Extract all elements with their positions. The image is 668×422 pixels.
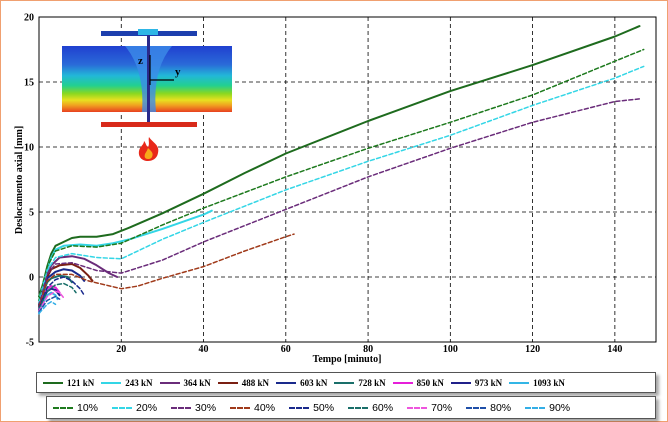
legend-label: 90% <box>549 401 571 414</box>
inset-bottom-flange <box>101 122 197 127</box>
legend-label: 850 kN <box>416 377 444 388</box>
legend-item <box>289 402 334 414</box>
legend-item <box>276 378 327 388</box>
legend-percentages <box>46 396 656 419</box>
legend-item <box>101 378 152 388</box>
legend-item <box>230 402 275 414</box>
legend-label: 243 kN <box>125 377 153 388</box>
legend-label: 40% <box>254 401 276 414</box>
x-tick-label: 100 <box>442 344 458 355</box>
legend-item <box>112 402 157 414</box>
legend-item <box>525 402 570 414</box>
legend-loads <box>36 372 656 393</box>
y-tick-label: -5 <box>25 337 34 349</box>
legend-swatch <box>230 407 250 409</box>
legend-swatch <box>276 382 296 384</box>
legend-swatch <box>509 382 529 384</box>
legend-item <box>43 378 94 388</box>
legend-label: 70% <box>431 401 453 414</box>
y-tick-label: 20 <box>24 12 34 24</box>
legend-label: 603 kN <box>300 377 328 388</box>
x-tick-label: 60 <box>280 344 291 355</box>
x-tick-label: 40 <box>198 344 209 355</box>
legend-swatch <box>112 407 132 409</box>
legend-item <box>218 378 269 388</box>
legend-label: 50% <box>313 401 335 414</box>
y-tick-label: 0 <box>29 272 34 284</box>
legend-swatch <box>525 407 545 409</box>
x-tick-label: 80 <box>363 344 374 355</box>
legend-label: 60% <box>372 401 394 414</box>
inset-y-label: y <box>175 66 181 78</box>
legend-label: 364 kN <box>183 377 211 388</box>
legend-swatch <box>451 382 471 384</box>
legend-label: 30% <box>195 401 217 414</box>
legend-item <box>407 402 452 414</box>
legend-item <box>393 378 444 388</box>
fire-icon <box>139 137 159 161</box>
inset-top-flange-center <box>138 29 158 35</box>
legend-item <box>160 378 211 388</box>
legend-swatch <box>348 407 368 409</box>
legend-swatch <box>334 382 354 384</box>
legend-label: 20% <box>136 401 158 414</box>
legend-label: 121 kN <box>67 377 95 388</box>
legend-item <box>509 378 565 388</box>
legend-label: 728 kN <box>358 377 386 388</box>
legend-item <box>53 402 98 414</box>
legend-swatch <box>171 407 191 409</box>
legend-swatch <box>101 382 121 384</box>
legend-label: 488 kN <box>241 377 270 388</box>
series-line-12 <box>39 99 640 306</box>
inset-z-label: z <box>138 55 143 67</box>
legend-swatch <box>393 382 413 384</box>
legend-label: 80% <box>490 401 512 414</box>
legend-label: 973 kN <box>474 377 503 388</box>
y-axis-label: Deslocamento axial [mm] <box>14 125 25 235</box>
inset-cross-section <box>62 29 232 161</box>
legend-swatch <box>43 382 63 384</box>
legend-item <box>334 378 385 388</box>
legend-swatch <box>53 407 73 409</box>
legend-item <box>348 402 393 414</box>
legend-item <box>451 378 502 388</box>
y-tick-label: 5 <box>29 207 34 219</box>
legend-item <box>171 402 216 414</box>
legend-swatch <box>407 407 427 409</box>
legend-swatch <box>218 382 238 384</box>
legend-item <box>466 402 511 414</box>
y-tick-label: 15 <box>24 77 34 89</box>
legend-swatch <box>160 382 180 384</box>
legend-label: 10% <box>77 401 99 414</box>
legend-label: 1093 kN <box>533 377 565 388</box>
x-tick-label: 140 <box>607 344 623 355</box>
y-tick-label: 10 <box>24 142 34 154</box>
legend-swatch <box>466 407 486 409</box>
x-tick-label: 20 <box>116 344 127 355</box>
x-tick-label: 120 <box>525 344 541 355</box>
x-axis-label: Tempo [minuto] <box>312 354 382 365</box>
legend-swatch <box>289 407 309 409</box>
